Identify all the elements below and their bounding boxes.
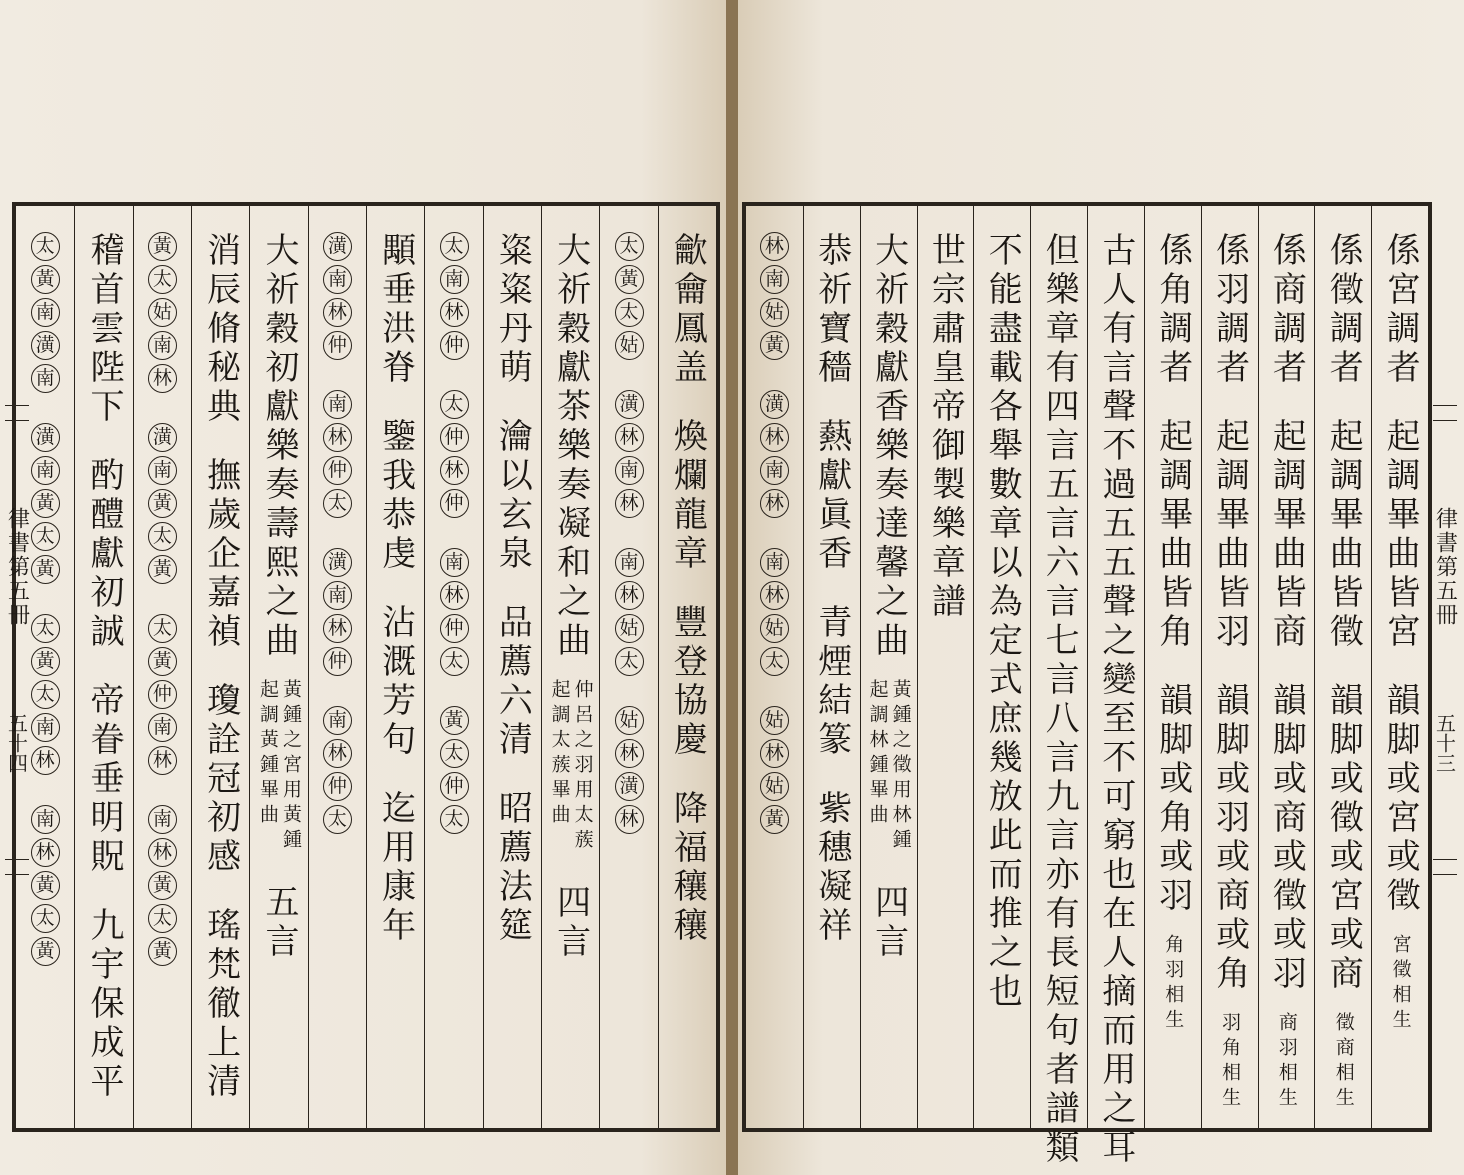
text-segment: 粢粢丹萌 [492, 232, 533, 388]
circled-pitch: 南 [323, 390, 352, 419]
circled-pitch: 南 [31, 456, 60, 485]
text-segment: 沾溉芳句 [375, 604, 416, 760]
circled-pitch: 林 [440, 581, 469, 610]
pitch-group [148, 805, 177, 966]
circled-pitch: 南 [760, 548, 789, 577]
circled-pitch: 潢 [323, 548, 352, 577]
right-page-column [1030, 206, 1087, 1168]
circled-pitch: 太 [760, 647, 789, 676]
circled-pitch: 仲 [323, 331, 352, 360]
note-line: 起調黃鍾畢曲 [257, 679, 279, 829]
circled-pitch: 林 [323, 423, 352, 452]
circled-pitch: 林 [760, 423, 789, 452]
circled-pitch: 太 [31, 904, 60, 933]
text-segment: 消辰脩秘典 [200, 232, 241, 427]
fishtail-mark [5, 859, 29, 875]
text-segment: 係宮調者 [1380, 232, 1421, 388]
text-segment: 韻脚或角或羽 [1152, 682, 1193, 916]
text-segment: 顒垂洪脊 [375, 232, 416, 388]
left-page-column [249, 206, 307, 1128]
right-page-column [1144, 206, 1201, 1128]
text-segment: 古人有言聲不過五五聲之變至不可窮也在人摘而用之耳 [1095, 232, 1136, 1168]
circled-pitch: 黃 [31, 871, 60, 900]
circled-pitch: 林 [760, 232, 789, 261]
pitch-group [323, 548, 352, 676]
text-segment: 爇獻眞香 [811, 418, 852, 574]
circled-pitch: 林 [31, 838, 60, 867]
pitch-group [31, 423, 60, 584]
text-segment: 四言 [868, 884, 909, 962]
right-page-column [1371, 206, 1428, 1128]
circled-pitch: 太 [440, 805, 469, 834]
circled-pitch: 仲 [323, 456, 352, 485]
circled-pitch: 林 [440, 456, 469, 485]
circled-pitch: 黃 [31, 937, 60, 966]
circled-pitch: 黃 [148, 647, 177, 676]
circled-pitch: 南 [323, 581, 352, 610]
circled-pitch: 太 [440, 232, 469, 261]
pitch-notation [148, 232, 177, 992]
fishtail-mark [1433, 405, 1457, 421]
pitch-group [760, 548, 789, 676]
right-fold-margin [1430, 405, 1460, 875]
circled-pitch: 仲 [440, 423, 469, 452]
circled-pitch: 仲 [148, 680, 177, 709]
circled-pitch: 南 [760, 456, 789, 485]
circled-pitch: 太 [440, 647, 469, 676]
note-line: 仲呂之羽用太蔟 [571, 679, 594, 854]
circled-pitch: 林 [323, 739, 352, 768]
pitch-group [760, 232, 789, 360]
pitch-group [615, 390, 644, 518]
text-segment: 大祈穀獻香樂奏達馨之曲 [868, 232, 909, 661]
right-page-column [973, 206, 1030, 1128]
note-line: 黃鍾之宮用黃鍾 [280, 679, 302, 854]
circled-pitch: 林 [615, 581, 644, 610]
circled-pitch: 太 [148, 265, 177, 294]
text-segment: 起調畢曲皆宮 [1380, 418, 1421, 652]
text-segment: 紫穗凝祥 [811, 790, 852, 946]
note-line: 起調太蔟畢曲 [548, 679, 571, 829]
circled-pitch: 姑 [760, 706, 789, 735]
text-segment: 世宗肅皇帝御製樂章譜 [925, 232, 966, 622]
fishtail-mark [1433, 859, 1457, 875]
right-page-column [1087, 206, 1144, 1168]
annotation-note: 羽角相生 [1219, 1012, 1242, 1112]
text-segment: 係角調者 [1152, 232, 1193, 388]
interlinear-note [868, 679, 910, 854]
circled-pitch: 潢 [148, 423, 177, 452]
left-page-column [308, 206, 366, 1128]
circled-pitch: 林 [615, 489, 644, 518]
left-page-column [133, 206, 191, 1128]
circled-pitch: 太 [440, 739, 469, 768]
circled-pitch: 黃 [615, 265, 644, 294]
pitch-group [760, 706, 789, 834]
text-segment: 係商調者 [1266, 232, 1307, 388]
circled-pitch: 黃 [440, 706, 469, 735]
pitch-group [440, 390, 469, 518]
circled-pitch: 林 [615, 739, 644, 768]
circled-pitch: 太 [440, 390, 469, 419]
circled-pitch: 潢 [615, 390, 644, 419]
pitch-group [615, 548, 644, 676]
pitch-notation [31, 232, 60, 992]
left-page-column [424, 206, 482, 1128]
circled-pitch: 林 [760, 581, 789, 610]
pitch-group [31, 614, 60, 775]
pitch-group [615, 706, 644, 834]
right-page-column [803, 206, 860, 1128]
right-page-column [860, 206, 917, 1128]
circled-pitch: 太 [615, 232, 644, 261]
circled-pitch: 南 [31, 805, 60, 834]
circled-pitch: 南 [148, 331, 177, 360]
text-segment: 四言 [550, 884, 591, 962]
circled-pitch: 南 [148, 713, 177, 742]
text-segment: 瓊詮冠初感 [200, 682, 241, 877]
pitch-group [440, 548, 469, 676]
circled-pitch: 太 [323, 489, 352, 518]
circled-pitch: 潢 [323, 232, 352, 261]
text-segment: 稽首雲陛下 [84, 232, 124, 427]
circled-pitch: 姑 [760, 614, 789, 643]
book-gutter [726, 0, 738, 1175]
interlinear-note [550, 679, 592, 854]
right-page-number: 五十三 [1432, 713, 1457, 773]
circled-pitch: 太 [615, 298, 644, 327]
circled-pitch: 黃 [148, 871, 177, 900]
text-segment: 品薦六清 [492, 604, 533, 760]
note-line: 起調林鍾畢曲 [866, 679, 889, 829]
pitch-group [31, 232, 60, 393]
circled-pitch: 黃 [148, 937, 177, 966]
pitch-group [148, 232, 177, 393]
circled-pitch: 潢 [31, 331, 60, 360]
text-segment: 起調畢曲皆羽 [1209, 418, 1250, 652]
pitch-notation [323, 232, 352, 860]
text-segment: 九宇保成平 [84, 907, 124, 1102]
text-segment: 起調畢曲皆角 [1152, 418, 1193, 652]
left-page-column [191, 206, 249, 1128]
circled-pitch: 南 [31, 298, 60, 327]
circled-pitch: 太 [615, 647, 644, 676]
text-segment: 韻脚或宮或徵 [1380, 682, 1421, 916]
circled-pitch: 林 [615, 423, 644, 452]
circled-pitch: 林 [148, 364, 177, 393]
pitch-notation [760, 232, 789, 860]
text-segment: 撫歲企嘉禎 [200, 457, 241, 652]
circled-pitch: 南 [323, 265, 352, 294]
circled-pitch: 姑 [615, 331, 644, 360]
circled-pitch: 南 [323, 706, 352, 735]
circled-pitch: 潢 [760, 390, 789, 419]
interlinear-note [258, 679, 300, 854]
circled-pitch: 仲 [323, 647, 352, 676]
text-segment: 豐登協慶 [667, 604, 708, 760]
circled-pitch: 南 [615, 456, 644, 485]
annotation-note: 宮徵相生 [1389, 934, 1412, 1034]
text-segment: 降福穰穰 [667, 790, 708, 946]
left-page-column [74, 206, 132, 1128]
circled-pitch: 太 [148, 904, 177, 933]
annotation-note: 角羽相生 [1162, 934, 1185, 1034]
left-page-number: 五十四 [4, 713, 29, 773]
circled-pitch: 林 [323, 298, 352, 327]
circled-pitch: 太 [323, 805, 352, 834]
right-page-column [746, 206, 803, 1128]
text-segment: 帝眷垂明貺 [84, 682, 124, 877]
text-segment: 大祈穀獻茶樂奏凝和之曲 [550, 232, 591, 661]
circled-pitch: 南 [440, 548, 469, 577]
text-segment: 韻脚或羽或商或角 [1209, 682, 1250, 994]
left-page-column [658, 206, 716, 1128]
text-segment: 恭祈寶穡 [811, 232, 852, 388]
right-page-column [917, 206, 974, 1128]
text-segment: 起調畢曲皆商 [1266, 418, 1307, 652]
right-page-column [1314, 206, 1371, 1128]
annotation-note: 徵商相生 [1332, 1012, 1355, 1112]
circled-pitch: 太 [31, 614, 60, 643]
text-segment: 煥爛龍章 [667, 418, 708, 574]
pitch-group [440, 232, 469, 360]
text-segment: 起調畢曲皆徵 [1323, 418, 1364, 652]
circled-pitch: 林 [615, 805, 644, 834]
circled-pitch: 南 [615, 548, 644, 577]
circled-pitch: 黃 [31, 555, 60, 584]
text-segment: 青煙結篆 [811, 604, 852, 760]
circled-pitch: 南 [31, 713, 60, 742]
circled-pitch: 林 [760, 489, 789, 518]
text-segment: 五言 [259, 884, 299, 962]
circled-pitch: 南 [31, 364, 60, 393]
left-margin-title: 律書第五冊 [4, 507, 30, 627]
circled-pitch: 林 [440, 298, 469, 327]
circled-pitch: 黃 [148, 232, 177, 261]
pitch-group [323, 390, 352, 518]
note-line: 黃鍾之徵用林鍾 [889, 679, 912, 854]
left-text-frame [12, 202, 720, 1132]
text-segment: 龡龠鳳盖 [667, 232, 708, 388]
circled-pitch: 姑 [760, 772, 789, 801]
left-page-column [366, 206, 424, 1128]
text-segment: 不能盡載各舉數章以為定式庶幾放此而推之也 [982, 232, 1023, 1012]
right-margin-title: 律書第五冊 [1432, 507, 1458, 627]
pitch-group [148, 614, 177, 775]
circled-pitch: 姑 [615, 614, 644, 643]
pitch-group [760, 390, 789, 518]
circled-pitch: 太 [31, 522, 60, 551]
text-segment: 係徵調者 [1323, 232, 1364, 388]
circled-pitch: 姑 [615, 706, 644, 735]
circled-pitch: 南 [440, 265, 469, 294]
right-text-frame [742, 202, 1432, 1168]
circled-pitch: 黃 [31, 265, 60, 294]
text-segment: 酌醴獻初誠 [84, 457, 124, 652]
circled-pitch: 黃 [760, 331, 789, 360]
circled-pitch: 黃 [148, 555, 177, 584]
circled-pitch: 太 [148, 522, 177, 551]
circled-pitch: 黃 [31, 647, 60, 676]
circled-pitch: 南 [148, 456, 177, 485]
pitch-group [615, 232, 644, 360]
circled-pitch: 南 [760, 265, 789, 294]
circled-pitch: 仲 [440, 772, 469, 801]
right-page-column [1201, 206, 1258, 1128]
circled-pitch: 黃 [31, 489, 60, 518]
circled-pitch: 林 [323, 614, 352, 643]
pitch-notation [440, 232, 469, 860]
circled-pitch: 潢 [615, 772, 644, 801]
circled-pitch: 姑 [760, 298, 789, 327]
text-segment: 昭薦法筵 [492, 790, 533, 946]
pitch-group [148, 423, 177, 584]
circled-pitch: 南 [148, 805, 177, 834]
pitch-group [440, 706, 469, 834]
left-page-column [599, 206, 657, 1128]
text-segment: 但樂章有四言五言六言七言八言九言亦有長短句者譜類 [1039, 232, 1080, 1168]
text-segment: 鑒我恭虔 [375, 418, 416, 574]
text-segment: 大祈穀初獻樂奏壽熙之曲 [259, 232, 299, 661]
text-segment: 韻脚或商或徵或羽 [1266, 682, 1307, 994]
circled-pitch: 林 [760, 739, 789, 768]
circled-pitch: 黃 [760, 805, 789, 834]
circled-pitch: 黃 [148, 489, 177, 518]
pitch-notation [615, 232, 644, 860]
circled-pitch: 林 [148, 838, 177, 867]
circled-pitch: 潢 [31, 423, 60, 452]
text-segment: 韻脚或徵或宮或商 [1323, 682, 1364, 994]
right-page-column [1258, 206, 1315, 1128]
circled-pitch: 仲 [440, 614, 469, 643]
pitch-group [323, 232, 352, 360]
circled-pitch: 太 [31, 680, 60, 709]
circled-pitch: 太 [148, 614, 177, 643]
circled-pitch: 太 [31, 232, 60, 261]
circled-pitch: 仲 [440, 489, 469, 518]
pitch-group [31, 805, 60, 966]
circled-pitch: 林 [148, 746, 177, 775]
circled-pitch: 姑 [148, 298, 177, 327]
circled-pitch: 仲 [323, 772, 352, 801]
text-segment: 迄用康年 [375, 790, 416, 946]
annotation-note: 商羽相生 [1275, 1012, 1298, 1112]
text-segment: 係羽調者 [1209, 232, 1250, 388]
pitch-group [323, 706, 352, 834]
circled-pitch: 仲 [440, 331, 469, 360]
left-fold-margin [2, 405, 32, 875]
fishtail-mark [5, 405, 29, 421]
left-page-column [541, 206, 599, 1128]
text-segment: 瀹以玄泉 [492, 418, 533, 574]
circled-pitch: 林 [31, 746, 60, 775]
text-segment: 瑤梵徹上清 [200, 907, 241, 1102]
left-page-column [483, 206, 541, 1128]
